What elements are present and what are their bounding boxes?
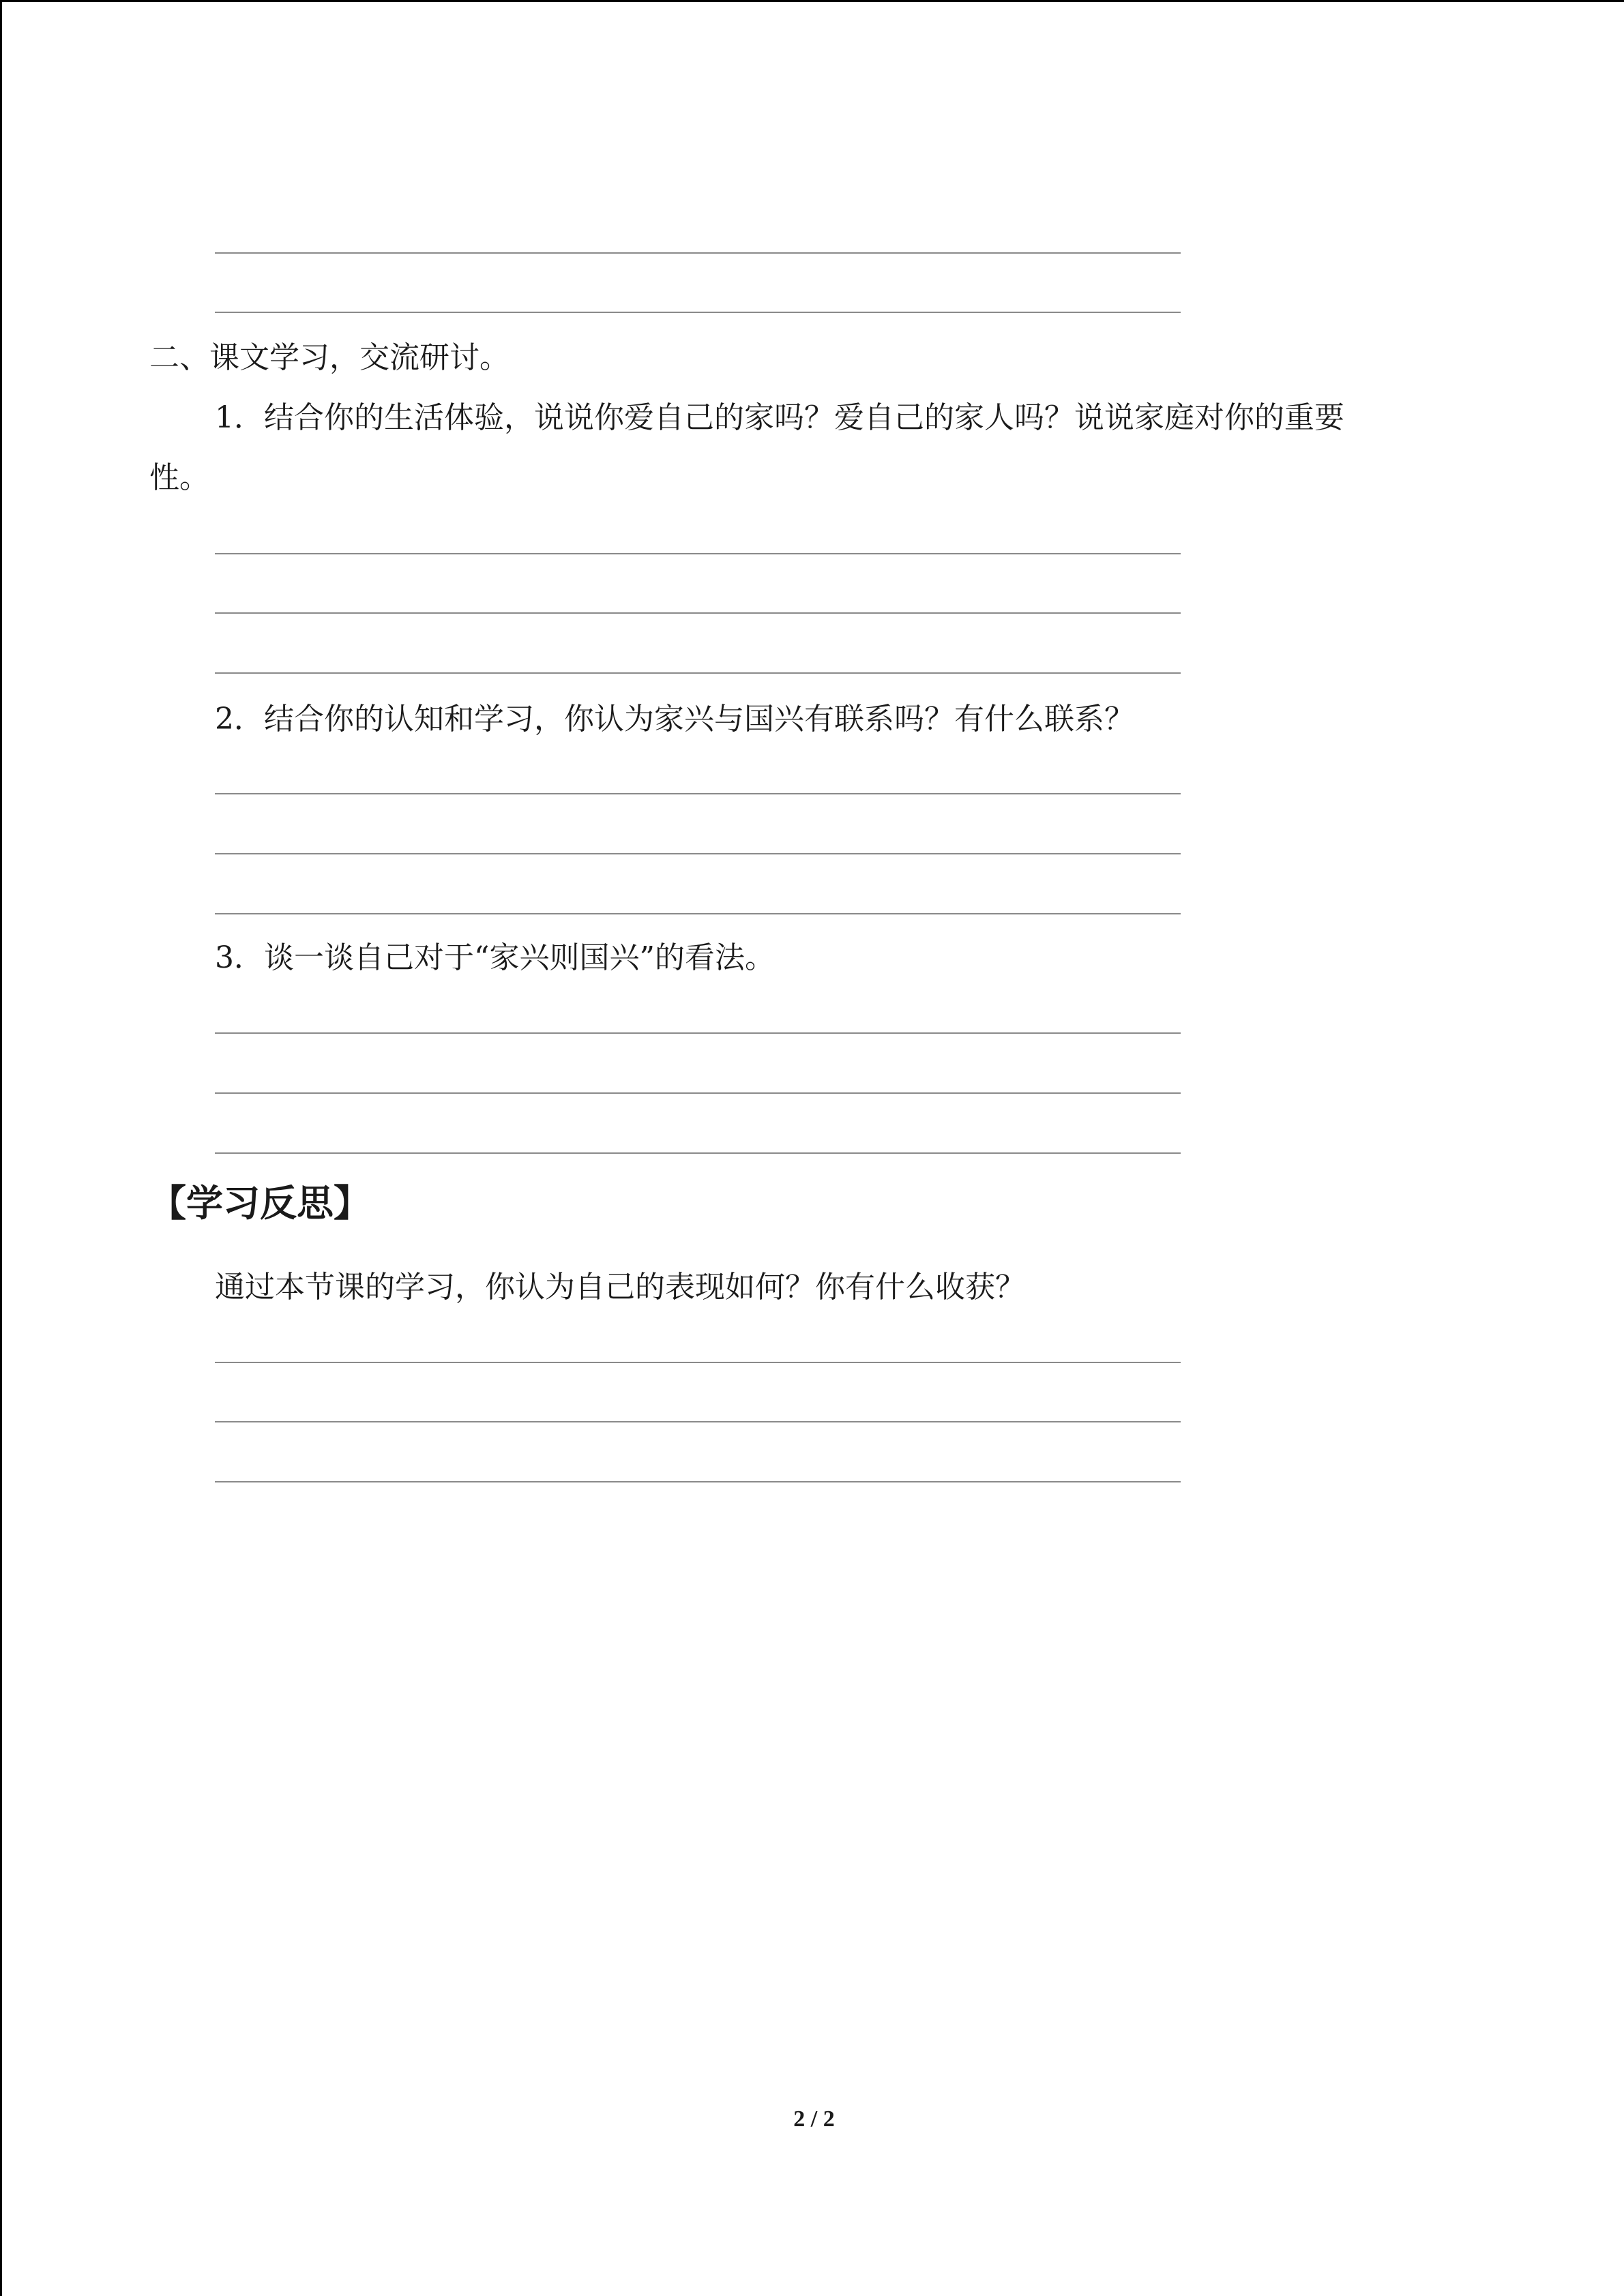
question-1: 1．结合你的生活体验，说说你爱自己的家吗？爱自己的家人吗？说说家庭对你的重要 [215, 400, 1344, 435]
answer-line [215, 1421, 1181, 1422]
answer-line [215, 672, 1181, 674]
answer-line [215, 553, 1181, 554]
answer-line [215, 312, 1181, 313]
reflection-heading: 【学习反思】 [149, 1182, 370, 1225]
reflection-prompt: 通过本节课的学习，你认为自己的表现如何？你有什么收获？ [215, 1270, 1025, 1304]
answer-line [215, 612, 1181, 614]
question-3: 3．谈一谈自己对于“家兴则国兴”的看法。 [215, 940, 775, 975]
answer-line [215, 793, 1181, 794]
answer-line [215, 913, 1181, 914]
page-number: 2 / 2 [793, 2106, 835, 2132]
question-1-continuation: 性。 [149, 460, 209, 495]
section-title: 二、课文学习，交流研讨。 [149, 340, 510, 375]
answer-line [215, 1481, 1181, 1482]
answer-line [215, 1032, 1181, 1034]
answer-line [215, 252, 1181, 254]
answer-line [215, 853, 1181, 854]
answer-line [215, 1152, 1181, 1154]
question-2: 2．结合你的认知和学习，你认为家兴与国兴有联系吗？有什么联系？ [215, 702, 1134, 736]
answer-line [215, 1362, 1181, 1363]
answer-line [215, 1092, 1181, 1094]
